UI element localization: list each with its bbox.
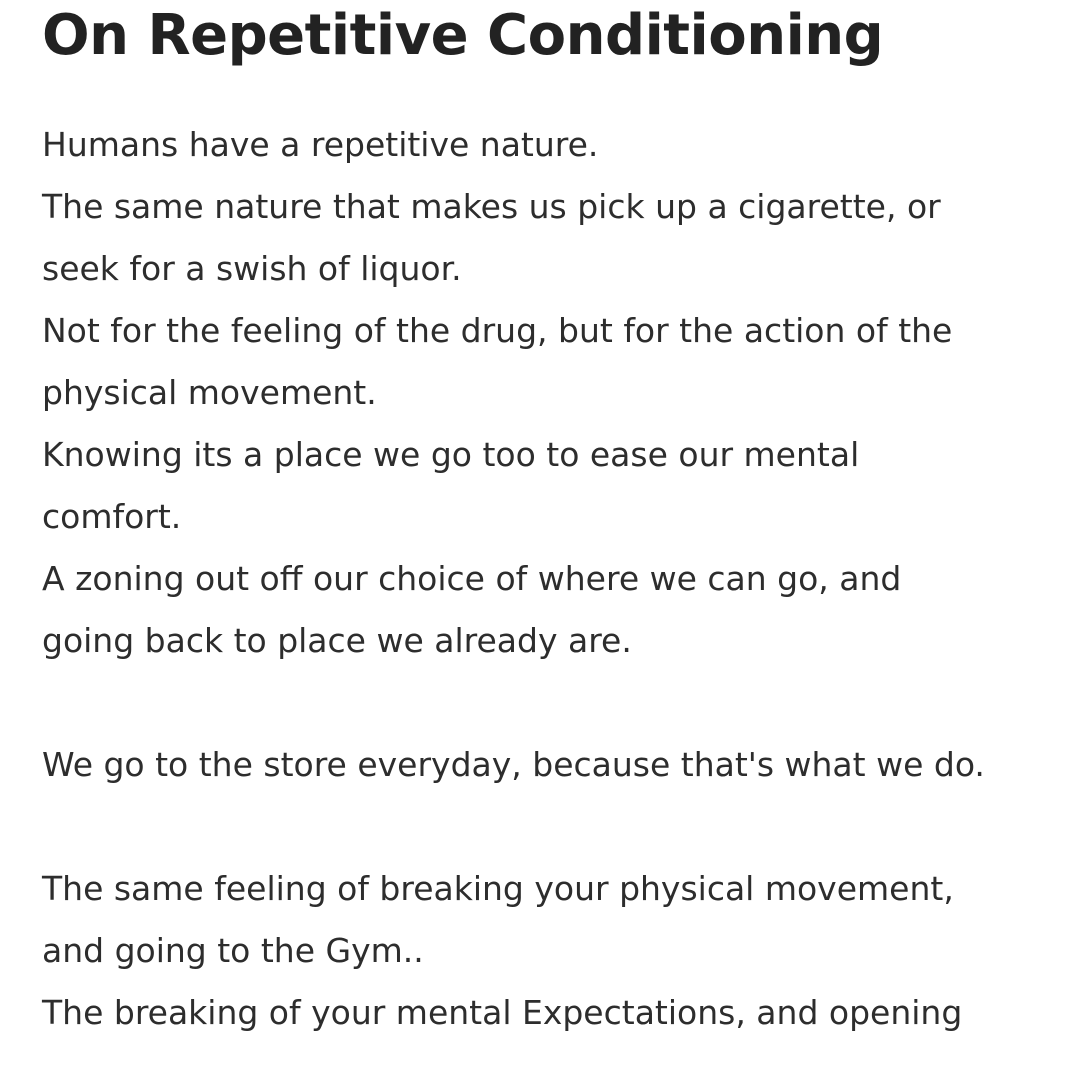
document-body (42, 114, 1014, 1044)
paragraph-1 (42, 114, 1014, 672)
text-line: A zoning out off our choice of where we can go, and (42, 559, 902, 599)
paragraph-3 (42, 858, 1014, 1044)
text-line: physical movement. (42, 373, 377, 413)
page-title: On Repetitive Conditioning (42, 3, 884, 68)
text-line: seek for a swish of liquor. (42, 249, 462, 289)
text-line: and going to the Gym.. (42, 931, 424, 971)
text-line: Not for the feeling of the drug, but for the action of the (42, 311, 953, 351)
text-line: The same nature that makes us pick up a cigarette, or (42, 187, 941, 227)
text-line: Knowing its a place we go too to ease our mental (42, 435, 860, 475)
text-line: comfort. (42, 497, 182, 537)
text-line: going back to place we already are. (42, 621, 632, 661)
text-line: The same feeling of breaking your physical movement, (42, 869, 954, 909)
text-line: Humans have a repetitive nature. (42, 125, 599, 165)
text-line: We go to the store everyday, because that's what we do. (42, 745, 985, 785)
text-line: The breaking of your mental Expectations, and opening (42, 993, 963, 1033)
paragraph-2 (42, 734, 1014, 796)
